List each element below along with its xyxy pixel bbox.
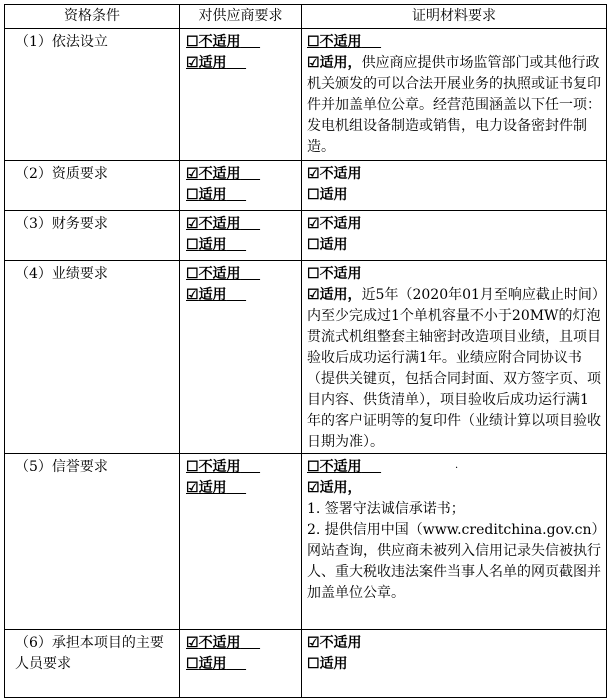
option-label: 不适用	[319, 266, 362, 282]
option-label: 不适用	[198, 459, 241, 475]
evidence-option[interactable]	[307, 164, 601, 185]
evidence-cell	[302, 261, 607, 454]
evidence-cell	[302, 630, 607, 698]
condition-label: （5）信誉要求	[15, 459, 108, 475]
header-supplier-requirement: 对供应商要求	[180, 5, 302, 29]
table-row	[5, 261, 607, 454]
condition-cell	[5, 29, 180, 161]
option-label: 适用	[198, 187, 227, 203]
unchecked-box-icon[interactable]: ☐	[307, 237, 320, 253]
evidence-cell	[302, 211, 607, 261]
qualification-table	[4, 4, 607, 698]
evidence-list-item: 1. 签署守法诚信承诺书；	[307, 501, 465, 517]
option-label: 不适用	[319, 216, 362, 232]
condition-label: （3）财务要求	[15, 216, 108, 232]
unchecked-box-icon[interactable]: ☐	[186, 237, 199, 253]
supplier-option[interactable]	[186, 185, 299, 206]
checked-box-icon[interactable]: ☑	[307, 55, 320, 71]
evidence-text: 供应商应提供市场监管部门或其他行政机关颁发的可以合法开展业务的执照或证书复印件并加盖单位公章。经营范围涵盖以下任一项：发电机组设备制造或销售，电力设备密封件制造。	[307, 55, 601, 155]
header-condition: 资格条件	[5, 5, 180, 29]
option-label: 不适用	[319, 459, 362, 475]
table-row	[5, 161, 607, 211]
condition-label: （4）业绩要求	[15, 266, 108, 282]
evidence-option[interactable]	[307, 264, 601, 285]
evidence-cell	[302, 161, 607, 211]
checked-box-icon[interactable]: ☑	[186, 635, 199, 651]
evidence-option[interactable]	[307, 214, 601, 235]
header-evidence-requirement: 证明材料要求	[302, 5, 607, 29]
option-label: 适用	[319, 656, 348, 672]
evidence-option[interactable]	[307, 654, 601, 675]
supplier-cell	[180, 161, 302, 211]
option-label: 适用，	[319, 55, 362, 71]
supplier-option[interactable]	[186, 264, 299, 285]
evidence-cell	[302, 454, 607, 630]
evidence-applicable-option[interactable]	[307, 287, 362, 303]
checked-box-icon[interactable]: ☑	[307, 166, 320, 182]
supplier-option[interactable]	[186, 478, 299, 499]
supplier-option[interactable]	[186, 457, 299, 478]
evidence-description	[307, 285, 601, 453]
option-label: 不适用	[198, 34, 241, 50]
option-label: 不适用	[319, 166, 362, 182]
evidence-description	[307, 478, 601, 499]
supplier-option[interactable]	[186, 53, 299, 74]
supplier-option[interactable]	[186, 214, 299, 235]
checked-box-icon[interactable]: ☑	[186, 55, 199, 71]
checked-box-icon[interactable]: ☑	[307, 635, 320, 651]
evidence-description	[307, 53, 601, 158]
unchecked-box-icon[interactable]: ☐	[186, 34, 199, 50]
supplier-option[interactable]	[186, 32, 299, 53]
option-label: 不适用	[198, 635, 241, 651]
evidence-option[interactable]	[307, 457, 601, 478]
unchecked-box-icon[interactable]: ☐	[186, 266, 199, 282]
unchecked-box-icon[interactable]: ☐	[186, 459, 199, 475]
evidence-option[interactable]	[307, 185, 601, 206]
supplier-cell	[180, 261, 302, 454]
option-label: 不适用	[319, 34, 362, 50]
option-label: 不适用	[319, 635, 362, 651]
checked-box-icon[interactable]: ☑	[186, 287, 199, 303]
table-row	[5, 630, 607, 698]
condition-cell	[5, 261, 180, 454]
unchecked-box-icon[interactable]: ☐	[307, 187, 320, 203]
condition-cell	[5, 161, 180, 211]
evidence-option[interactable]	[307, 32, 601, 53]
condition-label: （6）承担本项目的主要人员要求	[15, 635, 164, 672]
supplier-cell	[180, 211, 302, 261]
checked-box-icon[interactable]: ☑	[186, 216, 199, 232]
checked-box-icon[interactable]: ☑	[307, 287, 320, 303]
option-label: 适用	[198, 480, 227, 496]
option-label: 不适用	[198, 216, 241, 232]
condition-cell	[5, 454, 180, 630]
table-header-row	[5, 5, 607, 29]
checked-box-icon[interactable]: ☑	[307, 216, 320, 232]
evidence-applicable-option[interactable]	[307, 55, 362, 71]
supplier-option[interactable]	[186, 285, 299, 306]
supplier-option[interactable]	[186, 654, 299, 675]
option-label: 适用	[198, 287, 227, 303]
option-label: 适用，	[319, 287, 362, 303]
supplier-option[interactable]	[186, 633, 299, 654]
condition-label: （1）依法设立	[15, 34, 108, 50]
evidence-cell	[302, 29, 607, 161]
supplier-option[interactable]	[186, 164, 299, 185]
checked-box-icon[interactable]: ☑	[186, 480, 199, 496]
condition-cell	[5, 630, 180, 698]
condition-label: （2）资质要求	[15, 166, 108, 182]
unchecked-box-icon[interactable]: ☐	[307, 266, 320, 282]
supplier-cell	[180, 454, 302, 630]
unchecked-box-icon[interactable]: ☐	[307, 656, 320, 672]
unchecked-box-icon[interactable]: ☐	[186, 187, 199, 203]
stray-dot: ·	[455, 463, 459, 474]
option-label: 适用	[198, 55, 227, 71]
evidence-text: 近5年（2020年01月至响应截止时间）内至少完成过1个单机容量不小于20MW的灯泡贯流式机组整套主轴密封改造项目业绩，且项目验收后成功运行满1年。业绩应附合同协议书（提供关键页，包括合同封面、双方签字页、项目内容、供货清单），项目验收后成功运行满1年的客户证明等的复印件（业绩计算以项目验收日期为准）。	[307, 287, 601, 450]
evidence-option[interactable]	[307, 633, 601, 654]
unchecked-box-icon[interactable]: ☐	[307, 459, 320, 475]
table-body	[5, 29, 607, 698]
checked-box-icon[interactable]: ☑	[186, 166, 199, 182]
checked-box-icon[interactable]: ☑	[307, 480, 320, 496]
option-label: 适用	[319, 237, 348, 253]
supplier-option[interactable]	[186, 235, 299, 256]
option-label: 适用	[198, 656, 227, 672]
unchecked-box-icon[interactable]: ☐	[186, 656, 199, 672]
evidence-list-item: 2. 提供信用中国（www.creditchina.gov.cn）网站查询，供应商未被列入信用记录失信被执行人、重大税收违法案件当事人名单的网页截图并加盖单位公章。	[307, 522, 601, 601]
supplier-cell	[180, 630, 302, 698]
option-label: 适用	[198, 237, 227, 253]
evidence-option[interactable]	[307, 235, 601, 256]
table-row	[5, 211, 607, 261]
unchecked-box-icon[interactable]: ☐	[307, 34, 320, 50]
supplier-cell	[180, 29, 302, 161]
evidence-applicable-option[interactable]	[307, 480, 362, 496]
table-row	[5, 454, 607, 630]
option-label: 适用	[319, 187, 348, 203]
option-label: 不适用	[198, 266, 241, 282]
condition-cell	[5, 211, 180, 261]
option-label: 适用，	[319, 480, 362, 496]
option-label: 不适用	[198, 166, 241, 182]
table-row	[5, 29, 607, 161]
